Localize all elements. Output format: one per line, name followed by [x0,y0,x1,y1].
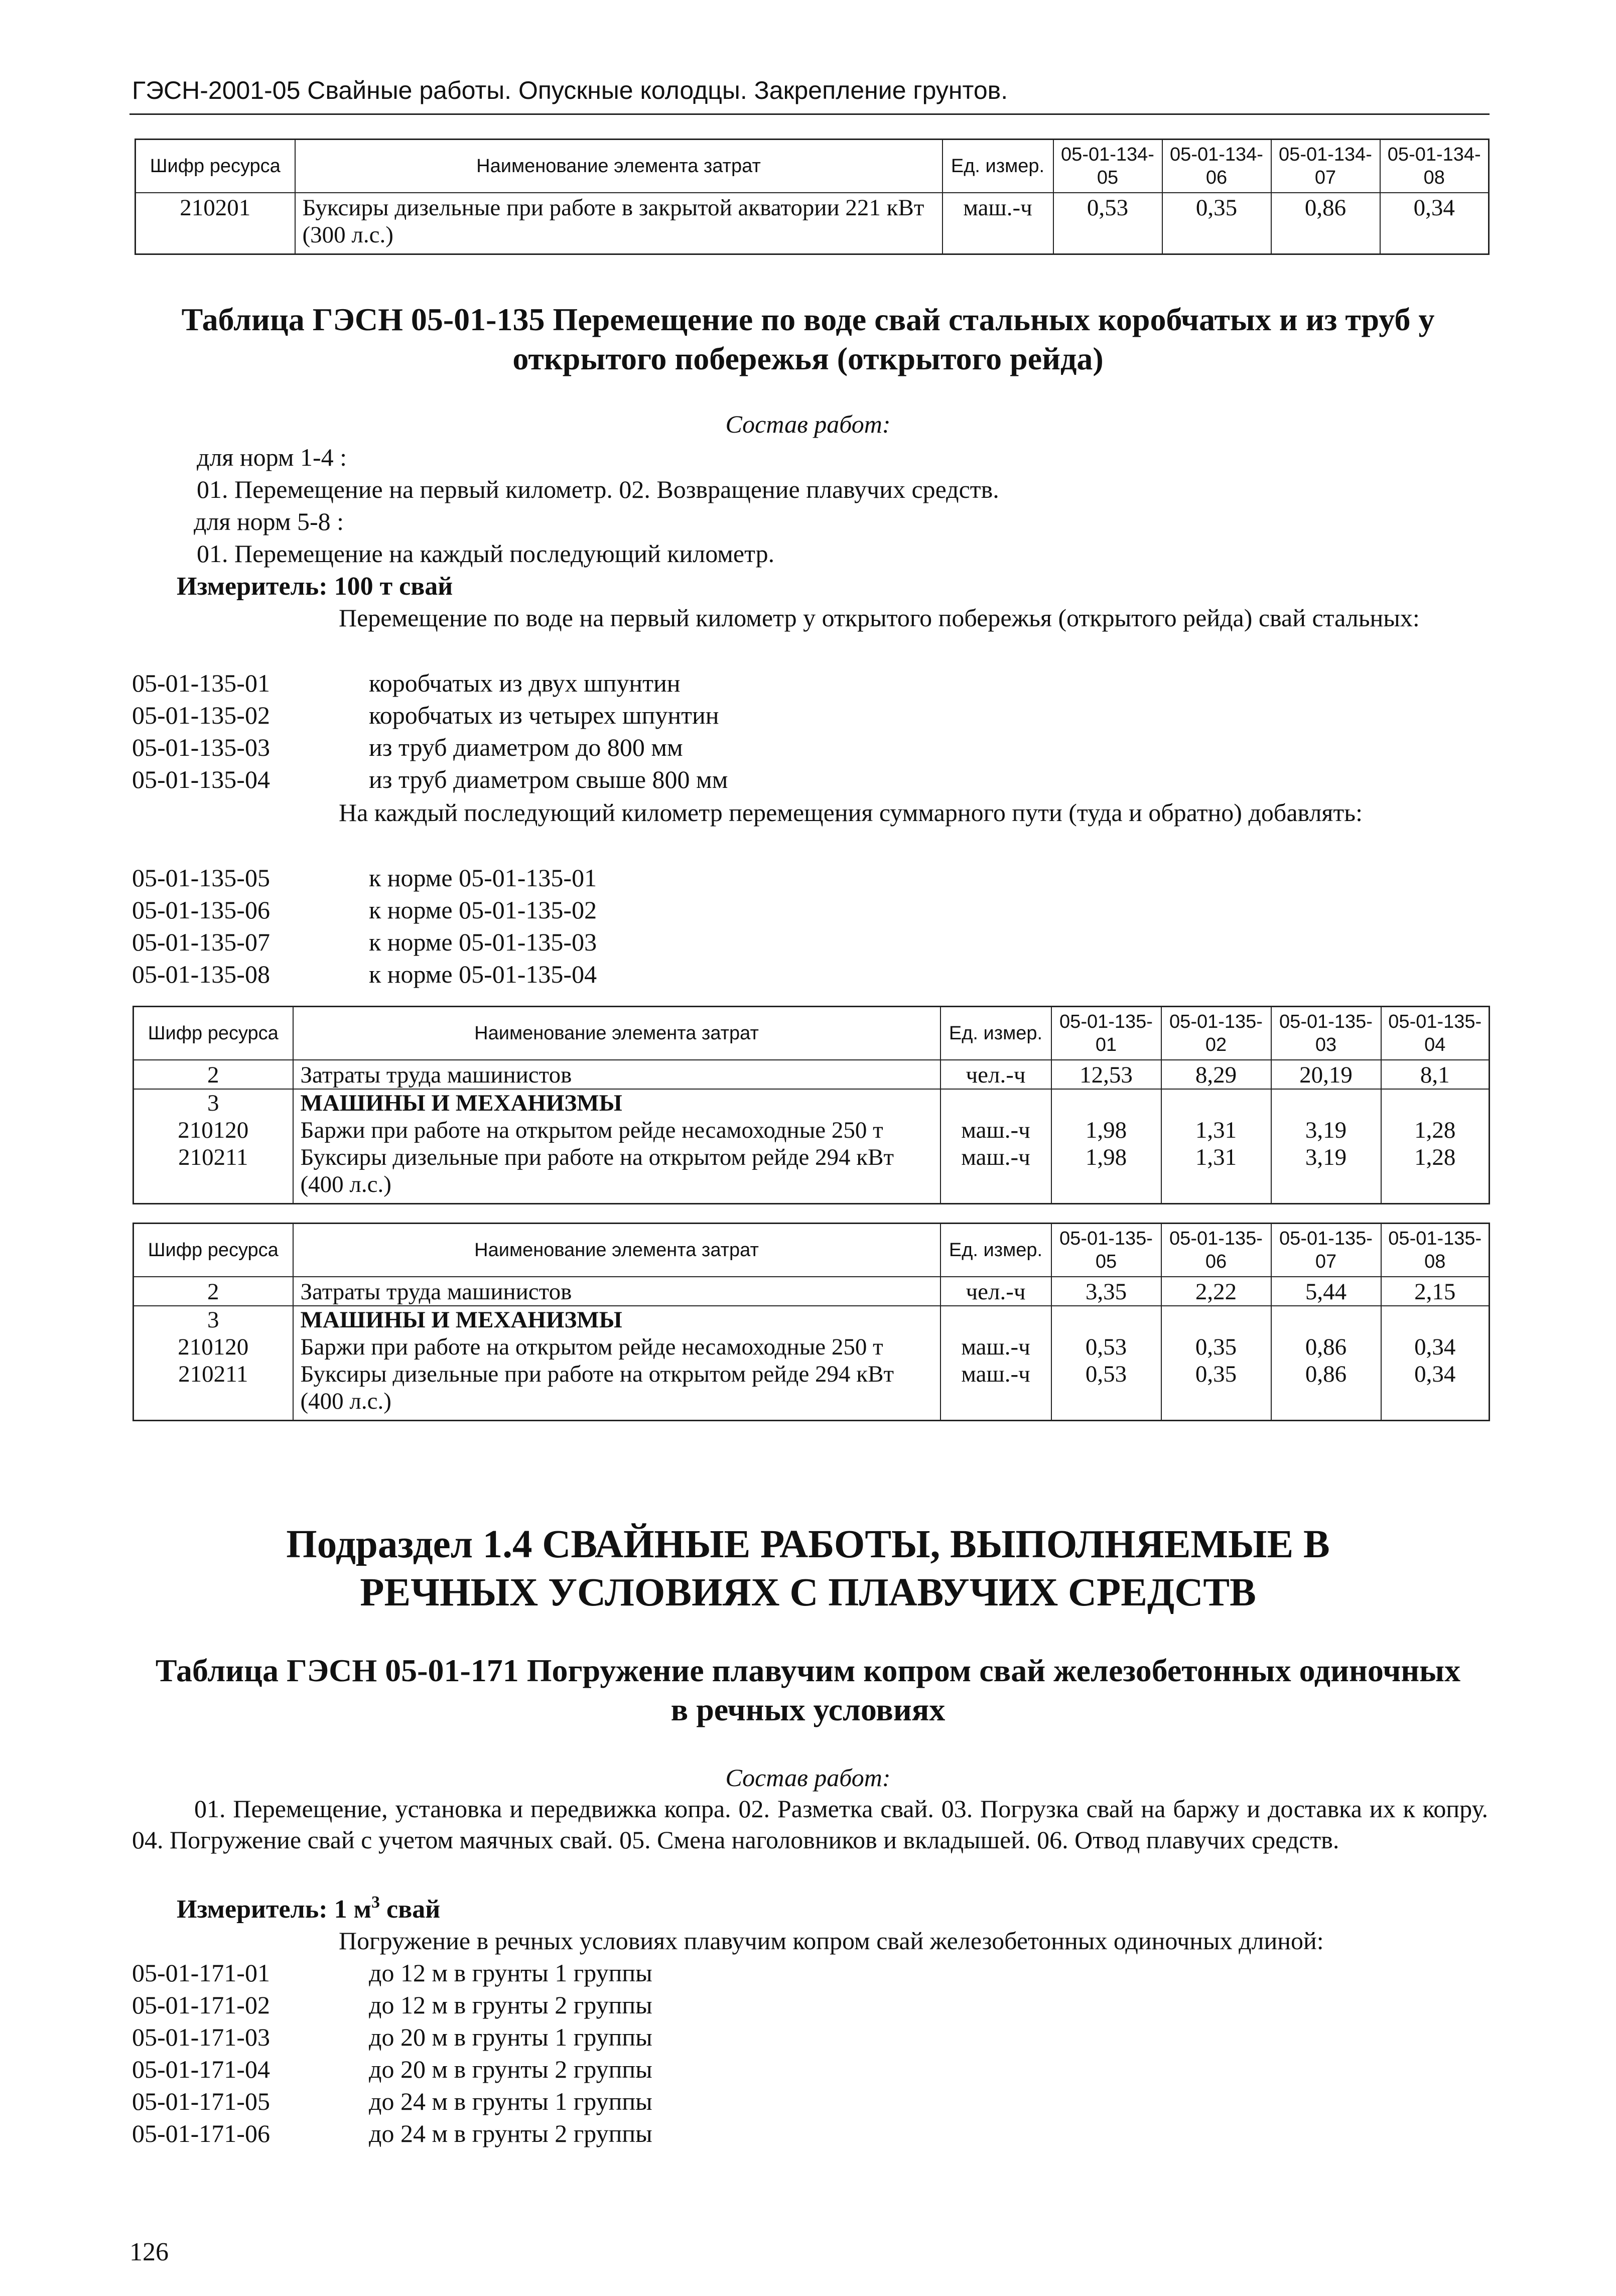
page-number: 126 [129,2238,169,2266]
row-unit: маш.-ч [940,1144,1051,1204]
cost-table-header-row [136,140,1489,193]
header-col: 05-01-134-05 [1053,140,1162,193]
norm-code: 05-01-171-02 [132,1991,270,2019]
running-header: ГЭСН-2001-05 Свайные работы. Опускные колодцы. Закрепление грунтов. [132,76,1008,104]
header-unit: Ед. измер. [940,1007,1051,1060]
subsection-title: Подраздел 1.4 СВАЙНЫЕ РАБОТЫ, ВЫПОЛНЯЕМЫЕ В РЕЧНЫХ УСЛОВИЯХ С ПЛАВУЧИХ СРЕДСТВ [286,1523,1330,1614]
row-value: 1,28 [1381,1117,1490,1144]
row-value: 1,31 [1161,1117,1271,1144]
header-rule [129,113,1490,115]
row-code: 2 [133,1060,293,1089]
header-col: 05-01-135-03 [1271,1007,1381,1060]
norm-text: до 24 м в грунты 1 группы [369,2087,652,2115]
row-value: 0,86 [1271,1361,1381,1421]
header-col: 05-01-134-06 [1162,140,1271,193]
row-value: 0,35 [1161,1333,1271,1361]
work-line: для норм 5-8 : [194,507,344,535]
row-unit: чел.-ч [940,1060,1051,1089]
norm-text: до 12 м в грунты 1 группы [369,1959,652,1987]
norm-text: к норме 05-01-135-02 [369,896,597,924]
norm-code: 05-01-171-03 [132,2023,270,2051]
norm-text: коробчатых из двух шпунтин [369,669,681,697]
header-col: 05-01-135-01 [1051,1007,1161,1060]
row-name: Затраты труда машинистов [293,1277,940,1306]
row-value: 0,53 [1051,1333,1161,1361]
row-value: 12,53 [1051,1060,1161,1089]
header-col: 05-01-135-08 [1381,1224,1490,1277]
norm-text: к норме 05-01-135-03 [369,928,597,956]
header-code: Шифр ресурса [133,1007,293,1060]
work-line: 01. Перемещение на каждый последующий километр. [197,539,775,568]
table-row [133,1117,1490,1144]
norm-text: из труб диаметром до 800 мм [369,733,683,761]
table-171-title: Таблица ГЭСН 05-01-171 Погружение плавучим копром свай железобетонных одиночных в речных условиях [155,1653,1461,1727]
row-value: 0,34 [1380,193,1489,254]
norm-intro: Погружение в речных условиях плавучим копром свай железобетонных одиночных длиной: [339,1927,1324,1955]
cost-table-134 [134,139,1490,255]
row-name: МАШИНЫ И МЕХАНИЗМЫ [293,1089,940,1117]
header-col: 05-01-134-08 [1380,140,1489,193]
row-code: 210211 [133,1144,293,1204]
row-unit: маш.-ч [942,193,1053,254]
work-composition-label: Состав работ: [725,410,891,438]
measure-suffix: свай [380,1895,441,1924]
row-value: 20,19 [1271,1060,1381,1089]
header-code: Шифр ресурса [136,140,295,193]
table-135-title: Таблица ГЭСН 05-01-135 Перемещение по воде свай стальных коробчатых и из труб у открытого побережья (открытого рейда) [181,302,1435,376]
header-code: Шифр ресурса [133,1224,293,1277]
work-line: для норм 1-4 : [197,443,347,471]
row-value: 0,53 [1051,1361,1161,1421]
norm-code: 05-01-171-01 [132,1959,270,1987]
norm-code: 05-01-171-06 [132,2119,270,2147]
norm-text: до 12 м в грунты 2 группы [369,1991,652,2019]
norm-text: коробчатых из четырех шпунтин [369,701,719,729]
norm-code: 05-01-171-05 [132,2087,270,2115]
row-name: МАШИНЫ И МЕХАНИЗМЫ [293,1306,940,1333]
cost-table-header-row [133,1007,1490,1060]
norm-text: до 20 м в грунты 1 группы [369,2023,652,2051]
cost-table-135-b [132,1223,1490,1421]
cost-table-header-row [133,1224,1490,1277]
row-value: 0,35 [1161,1361,1271,1421]
header-name: Наименование элемента затрат [295,140,942,193]
norm-text: из труб диаметром свыше 800 мм [369,765,728,793]
measure-prefix: Измеритель: 1 м [177,1895,372,1924]
row-value: 2,22 [1161,1277,1271,1306]
norm-text: до 20 м в грунты 2 группы [369,2055,652,2083]
table-row-labor [133,1060,1490,1089]
measure-unit [177,1894,440,1925]
row-code: 3 [133,1089,293,1117]
row-value: 1,98 [1051,1144,1161,1204]
header-col: 05-01-135-04 [1381,1007,1490,1060]
row-code: 210201 [136,193,295,254]
measure-unit: Измеритель: 100 т свай [177,572,453,601]
norm-intro: Перемещение по воде на первый километр у открытого побережья (открытого рейда) свай стальных: [339,604,1420,632]
norm-code: 05-01-135-03 [132,733,270,761]
row-unit: чел.-ч [940,1277,1051,1306]
row-name: Буксиры дизельные при работе на открытом рейде 294 кВт (400 л.с.) [293,1144,940,1204]
row-code: 210120 [133,1117,293,1144]
row-value: 0,86 [1271,193,1380,254]
header-col: 05-01-135-02 [1161,1007,1271,1060]
row-name: Баржи при работе на открытом рейде несамоходные 250 т [293,1333,940,1361]
norm-code: 05-01-135-01 [132,669,270,697]
row-value: 2,15 [1381,1277,1490,1306]
table-row [133,1361,1490,1421]
cost-table-135-a [132,1006,1490,1204]
row-value: 1,31 [1161,1144,1271,1204]
table-row [133,1144,1490,1204]
norm-code: 05-01-135-05 [132,864,270,892]
table-row-labor [133,1277,1490,1306]
row-value: 0,34 [1381,1361,1490,1421]
row-unit: маш.-ч [940,1117,1051,1144]
norm-text: к норме 05-01-135-04 [369,960,597,988]
norm-code: 05-01-171-04 [132,2055,270,2083]
row-value: 8,1 [1381,1060,1490,1089]
row-value: 5,44 [1271,1277,1381,1306]
row-code: 2 [133,1277,293,1306]
row-value: 0,35 [1162,193,1271,254]
row-value: 1,98 [1051,1117,1161,1144]
work-text: 01. Перемещение, установка и передвижка копра. 02. Разметка свай. 03. Погрузка свай на баржу и доставка их к копру. 04. Погружение свай с учетом маячных свай. 05. Смена наголовников и вкладышей. 06. Отвод плавучих средств. [132,1795,1488,1854]
header-col: 05-01-135-06 [1161,1224,1271,1277]
row-unit: маш.-ч [940,1333,1051,1361]
header-name: Наименование элемента затрат [293,1224,940,1277]
row-name: Затраты труда машинистов [293,1060,940,1089]
header-col: 05-01-135-07 [1271,1224,1381,1277]
row-name: Баржи при работе на открытом рейде несамоходные 250 т [293,1117,940,1144]
row-value: 1,28 [1381,1144,1490,1204]
row-value: 3,19 [1271,1144,1381,1204]
row-name: Буксиры дизельные при работе в закрытой акватории 221 кВт (300 л.с.) [295,193,942,254]
norm-text: к норме 05-01-135-01 [369,864,597,892]
header-name: Наименование элемента затрат [293,1007,940,1060]
header-col: 05-01-135-05 [1051,1224,1161,1277]
row-code: 210120 [133,1333,293,1361]
header-col: 05-01-134-07 [1271,140,1380,193]
row-code: 3 [133,1306,293,1333]
norm-code: 05-01-135-07 [132,928,270,956]
row-name: Буксиры дизельные при работе на открытом рейде 294 кВт (400 л.с.) [293,1361,940,1421]
table-row [136,193,1489,254]
row-value: 0,34 [1381,1333,1490,1361]
row-value: 3,35 [1051,1277,1161,1306]
norm-code: 05-01-135-08 [132,960,270,988]
work-line: 01. Перемещение на первый километр. 02. Возвращение плавучих средств. [197,475,999,503]
norm-code: 05-01-135-04 [132,765,270,793]
table-row-group [133,1089,1490,1117]
norm-text: до 24 м в грунты 2 группы [369,2119,652,2147]
row-value: 0,86 [1271,1333,1381,1361]
table-row [133,1333,1490,1361]
norm-code: 05-01-135-06 [132,896,270,924]
norm-intro: На каждый последующий километр перемещения суммарного пути (туда и обратно) добавлять: [339,798,1363,827]
measure-superscript: 3 [371,1893,380,1912]
row-code: 210211 [133,1361,293,1421]
header-unit: Ед. измер. [940,1224,1051,1277]
header-unit: Ед. измер. [942,140,1053,193]
norm-code: 05-01-135-02 [132,701,270,729]
work-composition-label: Состав работ: [725,1764,891,1792]
row-value: 8,29 [1161,1060,1271,1089]
row-value: 0,53 [1053,193,1162,254]
row-value: 3,19 [1271,1117,1381,1144]
table-row-group [133,1306,1490,1333]
row-unit: маш.-ч [940,1361,1051,1421]
